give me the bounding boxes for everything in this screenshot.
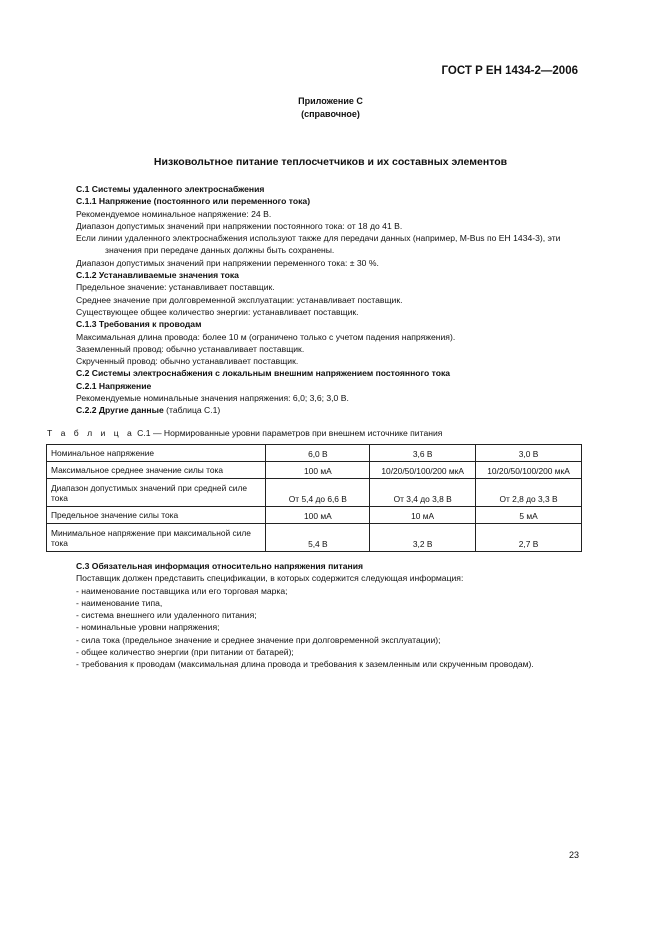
paragraph: Скрученный провод: обычно устанавливает поставщик. bbox=[76, 356, 299, 367]
list-item: - общее количество энергии (при питании от батарей); bbox=[76, 647, 294, 658]
table-cell: Диапазон допустимых значений при средней силе тока bbox=[47, 479, 266, 507]
paragraph: С.3 Обязательная информация относительно напряжения питания bbox=[76, 561, 364, 571]
annex-title: Приложение С bbox=[298, 96, 363, 106]
table-cell: Минимальное напряжение при максимальной силе тока bbox=[47, 524, 266, 552]
c22-heading: С.2.2 Другие данные bbox=[76, 405, 164, 416]
paragraph: Поставщик должен представить спецификации, в которых содержится следующая информация: bbox=[76, 573, 464, 584]
table-cell: 100 мА bbox=[266, 507, 370, 524]
parameters-table bbox=[46, 444, 582, 552]
table-cell: От 3,4 до 3,8 В bbox=[370, 479, 476, 507]
paragraph-c22 bbox=[76, 404, 580, 416]
paragraph: Если линии удаленного электроснабжения используют также для передачи данных (например, M-Bus по ЕН 1434-3), эти значения при передаче данных должны быть сохранены. bbox=[76, 233, 561, 256]
table-cell: Максимальное среднее значение силы тока bbox=[47, 462, 266, 479]
table-caption bbox=[47, 428, 442, 438]
table-row bbox=[47, 524, 582, 552]
paragraph: Диапазон допустимых значений при напряжении переменного тока: ± 30 %. bbox=[76, 257, 379, 268]
list-item: - наименование типа, bbox=[76, 597, 163, 608]
paragraph: С.1.3 Требования к проводам bbox=[76, 319, 202, 330]
table-cell: 5 мА bbox=[476, 507, 582, 524]
paragraph: Предельное значение: устанавливает поставщик. bbox=[76, 282, 275, 293]
list-item: - система внешнего или удаленного питания; bbox=[76, 610, 257, 621]
annex-subtitle: (справочное) bbox=[301, 109, 360, 119]
main-title: Низковольтное питание теплосчетчиков и их составных элементов bbox=[153, 156, 508, 168]
table-row bbox=[47, 445, 582, 462]
paragraph: Заземленный провод: обычно устанавливает поставщик. bbox=[76, 343, 305, 354]
paragraph: С.1 Системы удаленного электроснабжения bbox=[76, 184, 265, 194]
table-caption-text: С.1 — Нормированные уровни параметров при внешнем источнике питания bbox=[134, 428, 443, 438]
table-cell: 6,0 В bbox=[266, 445, 370, 462]
paragraph: С.1.1 Напряжение (постоянного или переменного тока) bbox=[76, 196, 311, 207]
table-cell: От 5,4 до 6,6 В bbox=[266, 479, 370, 507]
table-cell: От 2,8 до 3,3 В bbox=[476, 479, 582, 507]
paragraph: Максимальная длина провода: более 10 м (ограничено только с учетом падения напряжения). bbox=[76, 331, 456, 342]
table-row bbox=[47, 479, 582, 507]
table-caption-label: Т а б л и ц а bbox=[47, 428, 135, 438]
section-3 bbox=[76, 560, 580, 671]
page-number: 23 bbox=[568, 850, 579, 860]
list-item: - сила тока (предельное значение и среднее значение при долговременной эксплуатации); bbox=[76, 634, 441, 645]
table-cell: 3,2 В bbox=[370, 524, 476, 552]
table-cell: 10/20/50/100/200 мкА bbox=[370, 462, 476, 479]
list-item: - требования к проводам (максимальная длина провода и требования к заземленным или скрученным проводам). bbox=[76, 659, 534, 670]
section-1-2 bbox=[76, 183, 580, 417]
table-cell: 3,0 В bbox=[476, 445, 582, 462]
standard-designation: ГОСТ Р ЕН 1434-2—2006 bbox=[441, 65, 578, 77]
list-item: - номинальные уровни напряжения; bbox=[76, 622, 220, 633]
table-cell: 3,6 В bbox=[370, 445, 476, 462]
annex-heading bbox=[0, 95, 661, 121]
table-cell: Предельное значение силы тока bbox=[47, 507, 266, 524]
paragraph: Существующее общее количество энергии: устанавливает поставщик. bbox=[76, 306, 359, 317]
paragraph: Диапазон допустимых значений при напряжении постоянного тока: от 18 до 41 В. bbox=[76, 220, 403, 231]
paragraph: С.2 Системы электроснабжения с локальным внешним напряжением постоянного тока bbox=[76, 368, 451, 379]
list-item: - наименование поставщика или его торговая марка; bbox=[76, 585, 288, 596]
table-cell: 2,7 В bbox=[476, 524, 582, 552]
paragraph: Среднее значение при долговременной эксплуатации: устанавливает поставщик. bbox=[76, 294, 403, 305]
table-cell: 10/20/50/100/200 мкА bbox=[476, 462, 582, 479]
table-row bbox=[47, 462, 582, 479]
table-cell: 5,4 В bbox=[266, 524, 370, 552]
table-cell: 100 мА bbox=[266, 462, 370, 479]
c22-rest: (таблица С.1) bbox=[163, 405, 221, 416]
table-cell: Номинальное напряжение bbox=[47, 445, 266, 462]
paragraph: С.2.1 Напряжение bbox=[76, 380, 152, 391]
table-row bbox=[47, 507, 582, 524]
paragraph: С.1.2 Устанавливаемые значения тока bbox=[76, 270, 239, 281]
paragraph: Рекомендуемое номинальное напряжение: 24 В. bbox=[76, 208, 272, 219]
table-cell: 10 мА bbox=[370, 507, 476, 524]
paragraph: Рекомендуемые номинальные значения напряжения: 6,0; 3,6; 3,0 В. bbox=[76, 393, 349, 404]
